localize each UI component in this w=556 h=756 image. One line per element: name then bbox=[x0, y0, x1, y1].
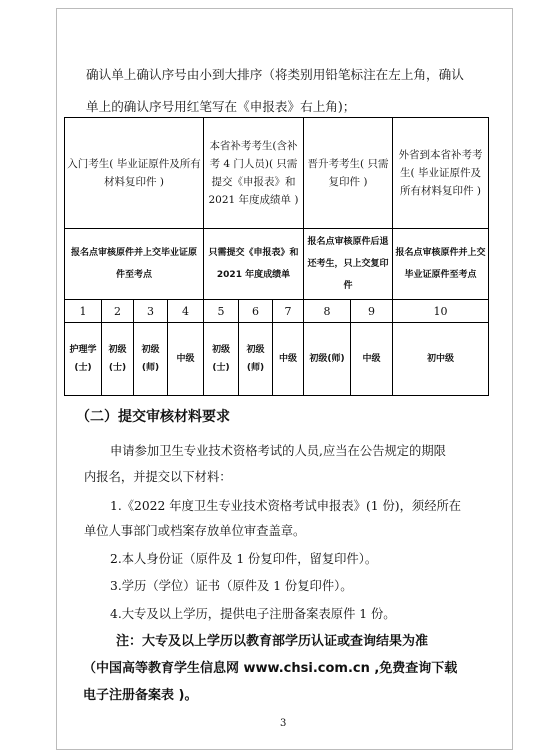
level-cell: 护理学(士) bbox=[65, 323, 102, 396]
intro-line-2: 单上的确认序号用红笔写在《申报表》右上角)； bbox=[86, 99, 356, 114]
level-cell: 初级(师) bbox=[239, 323, 273, 396]
intro-line-1: 确认单上确认序号由小到大排序（将类别用铅笔标注在左上角，确认 bbox=[86, 67, 464, 82]
review-row bbox=[65, 229, 489, 300]
para-1b: 内报名，并提交以下材料： bbox=[84, 470, 232, 484]
review-outprovince: 报名点审核原件并上交毕业证原件至考点 bbox=[393, 229, 489, 300]
category-table bbox=[64, 117, 489, 396]
page-number: 3 bbox=[280, 718, 287, 729]
item-1a: 1.《2022 年度卫生专业技术资格考试申报表》(1 份)，须经所在 bbox=[110, 499, 462, 513]
col-num: 1 bbox=[65, 300, 102, 323]
review-promotion: 报名点审核原件后退还考生，只上交复印件 bbox=[304, 229, 393, 300]
header-row bbox=[65, 118, 489, 229]
col-num: 10 bbox=[393, 300, 489, 323]
note-line-3: 电子注册备案表 )。 bbox=[83, 688, 198, 703]
para-1a: 申请参加卫生专业技术资格考试的人员,应当在公告规定的期限 bbox=[110, 444, 446, 458]
col-num: 7 bbox=[273, 300, 304, 323]
number-row bbox=[65, 300, 489, 323]
col-num: 5 bbox=[204, 300, 239, 323]
level-cell: 初级(师) bbox=[134, 323, 168, 396]
review-resit: 只需提交《申报表》和 2021 年度成绩单 bbox=[204, 229, 304, 300]
header-entry-candidates: 入门考生( 毕业证原件及所有材料复印件 ) bbox=[65, 118, 204, 229]
header-outprovince-candidates: 外省到本省补考考生( 毕业证原件及所有材料复印件 ) bbox=[393, 118, 489, 229]
level-cell: 初中级 bbox=[393, 323, 489, 396]
col-num: 2 bbox=[102, 300, 134, 323]
level-cell: 初级(师) bbox=[304, 323, 351, 396]
col-num: 9 bbox=[351, 300, 393, 323]
item-3: 3.学历（学位）证书（原件及 1 份复印件）。 bbox=[110, 579, 353, 593]
header-resit-candidates: 本省补考考生(含补考 4 门人员)( 只需提交《申报表》和 2021 年度成绩单 ) bbox=[204, 118, 304, 229]
col-num: 6 bbox=[239, 300, 273, 323]
item-4: 4.大专及以上学历，提供电子注册备案表原件 1 份。 bbox=[110, 607, 396, 621]
section-heading: （二）提交审核材料要求 bbox=[76, 409, 230, 425]
level-cell: 初级(士) bbox=[102, 323, 134, 396]
item-2: 2.本人身份证（原件及 1 份复印件，留复印件）。 bbox=[110, 552, 378, 566]
col-num: 3 bbox=[134, 300, 168, 323]
col-num: 4 bbox=[168, 300, 204, 323]
note-line-2: （中国高等教育学生信息网 www.chsi.com.cn ,免费查询下载 bbox=[83, 661, 458, 676]
level-row bbox=[65, 323, 489, 396]
level-cell: 中级 bbox=[351, 323, 393, 396]
review-entry: 报名点审核原件并上交毕业证原件至考点 bbox=[65, 229, 204, 300]
level-cell: 中级 bbox=[168, 323, 204, 396]
note-line-1: 注：大专及以上学历以教育部学历认证或查询结果为准 bbox=[116, 634, 429, 649]
col-num: 8 bbox=[304, 300, 351, 323]
header-promotion-candidates: 晋升考考生( 只需复印件 ) bbox=[304, 118, 393, 229]
level-cell: 初级(士) bbox=[204, 323, 239, 396]
item-1b: 单位人事部门或档案存放单位审查盖章。 bbox=[84, 524, 306, 538]
level-cell: 中级 bbox=[273, 323, 304, 396]
